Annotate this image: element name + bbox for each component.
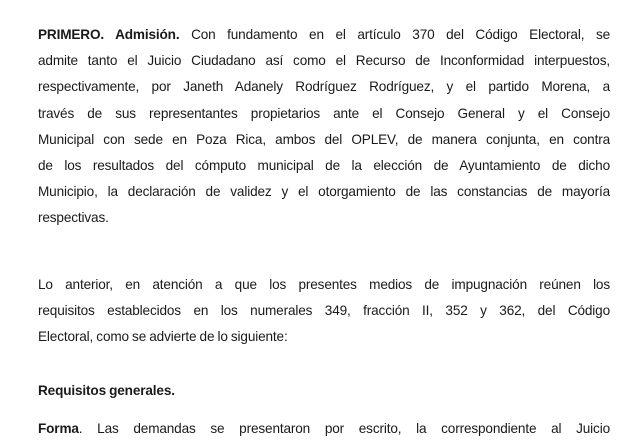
paragraph-line: respectivamente, por Janeth Adanely Rodríguez Rodríguez, y el partido Morena, a bbox=[38, 79, 610, 95]
paragraph-line: respectivas. bbox=[38, 210, 109, 226]
section-heading: Requisitos generales. bbox=[38, 383, 175, 398]
paragraph-requirements bbox=[38, 272, 610, 351]
paragraph-line: Lo anterior, en atención a que los presentes medios de impugnación reúnen los bbox=[38, 277, 610, 292]
paragraph-form bbox=[38, 416, 610, 442]
paragraph-line: Electoral, como se advierte de lo siguiente: bbox=[38, 329, 288, 345]
paragraph-line bbox=[38, 22, 610, 48]
paragraph-line: Municipio, la declaración de validez y el otorgamiento de las constancias de mayoría bbox=[38, 184, 610, 200]
paragraph-line: través de sus representantes propietarios ante el Consejo General y el Consejo bbox=[38, 105, 610, 121]
paragraph-line: Municipal con sede en Poza Rica, ambos del OPLEV, de manera conjunta, en contra bbox=[38, 131, 610, 147]
paragraph-line: admite tanto el Juicio Ciudadano así como el Recurso de Inconformidad interpuestos, bbox=[38, 53, 610, 69]
paragraph-line: requisitos establecidos en los numerales 349, fracción II, 352 y 362, del Código bbox=[38, 303, 610, 319]
paragraph-text: Con fundamento en el artículo 370 del Código Electoral, se bbox=[179, 27, 610, 42]
paragraph-line bbox=[38, 416, 610, 442]
paragraph-heading: Forma bbox=[38, 421, 79, 436]
paragraph-heading: PRIMERO. Admisión. bbox=[38, 27, 180, 42]
section-heading-block bbox=[38, 378, 610, 404]
paragraph-admission bbox=[38, 22, 610, 232]
paragraph-text: . Las demandas se presentaron por escrito, la correspondiente al Juicio bbox=[78, 421, 610, 436]
paragraph-line: de los resultados del cómputo municipal de la elección de Ayuntamiento de dicho bbox=[38, 157, 610, 173]
